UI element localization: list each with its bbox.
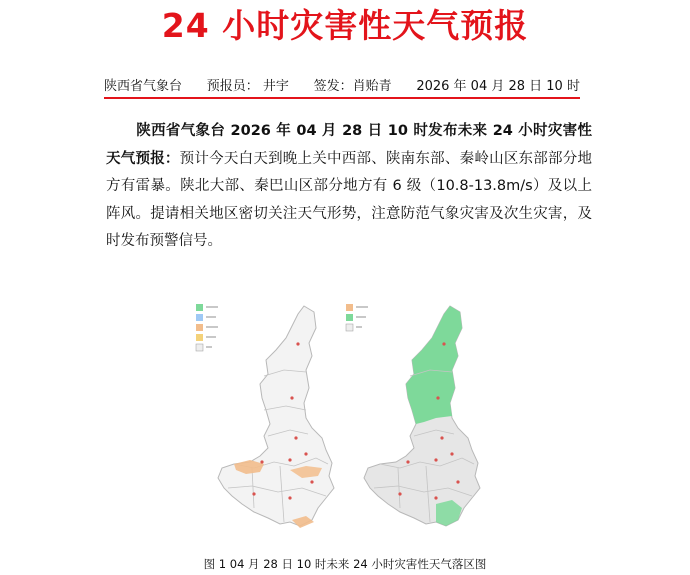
forecast-lead: 陕西省气象台 2026 年 04 月 28 日 10 时发布未来 24 小时灾害性天气预报： (106, 123, 592, 167)
signer: 签发：肖贻青 (313, 79, 392, 94)
gale-area-north (406, 306, 462, 424)
issue-info (104, 78, 580, 96)
forecast-text: 预计今天白天到晚上关中西部、陕南东部、秦岭山区东部部分地方有雷暴。陕北大部、秦巴山区部分地方有 6 级（10.8-13.8m/s）及以上阵风。提请相关地区密切关注天气形势，注意防范气象灾害及次生灾害，及时发布预警信号。 (106, 150, 592, 249)
forecast-paragraph (106, 118, 592, 256)
figure-caption: 图 1 04 月 28 日 10 时未来 24 小时灾害性天气落区图 (203, 557, 487, 571)
thunderstorm-map (194, 298, 344, 548)
gale-map-legend (346, 304, 368, 331)
page-title: 24 小时灾害性天气预报 (161, 6, 529, 45)
thunderstorm-map-legend (196, 304, 218, 351)
issue-time: 2026 年 04 月 28 日 10 时 (416, 79, 580, 94)
forecaster: 预报员： 井宇 (206, 79, 289, 94)
issuer: 陕西省气象台 (104, 79, 183, 94)
gale-map (340, 298, 490, 548)
header-divider (104, 97, 580, 99)
